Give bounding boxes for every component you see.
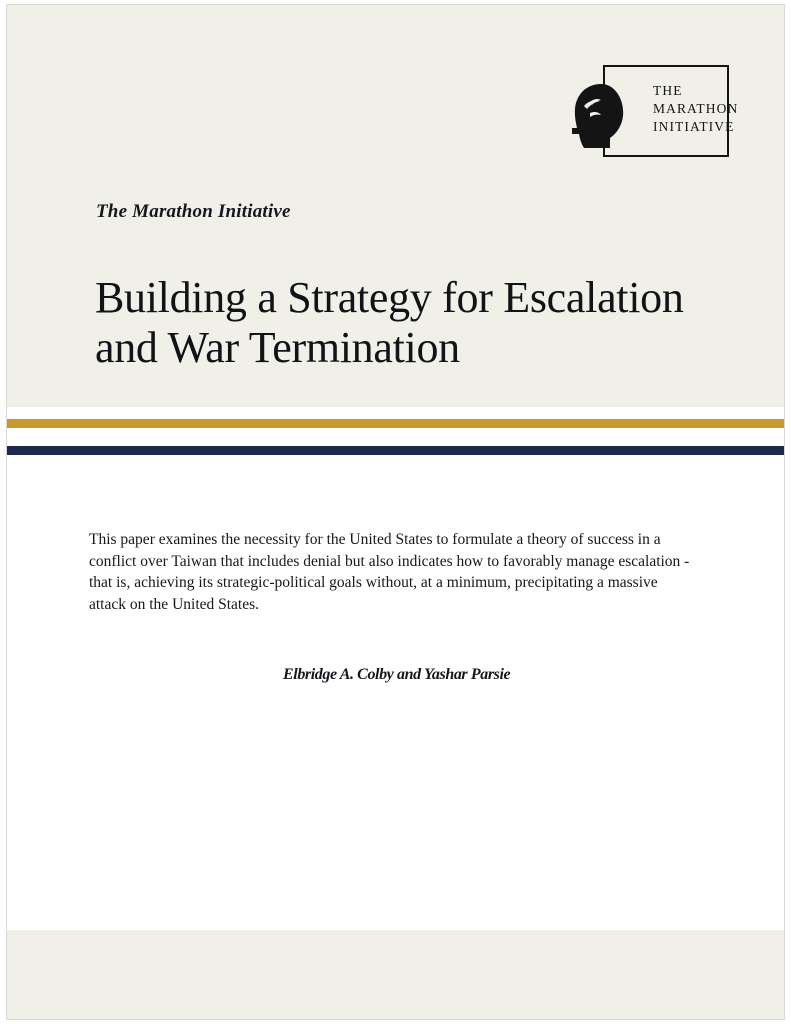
logo-line-1: THE — [653, 83, 683, 98]
page-title-line-2: and War Termination — [95, 323, 460, 372]
greek-helmet-profile-icon — [568, 82, 628, 150]
logo-line-2: MARATHON — [653, 101, 739, 116]
cover-footer-block — [7, 930, 784, 1019]
abstract-text: This paper examines the necessity for the United States to formulate a theory of success in a conflict over Taiwan that includes denial but also indicates how to favorably manage escalation - that is, achieving its strategic-political goals without, at a minimum, precipitating a massive attack on the United States. — [89, 531, 690, 613]
logo-line-3: INITIATIVE — [653, 119, 735, 134]
organization-name: The Marathon Initiative — [96, 201, 291, 222]
page-title-line-1: Building a Strategy for Escalation — [95, 273, 684, 322]
marathon-initiative-logo — [568, 62, 739, 162]
gold-divider-rule — [7, 419, 784, 428]
navy-divider-rule — [7, 446, 784, 455]
cover-header-block — [7, 5, 784, 407]
authors-byline: Elbridge A. Colby and Yashar Parsie — [283, 666, 511, 683]
page-title — [95, 273, 715, 373]
logo-wordmark — [653, 82, 739, 136]
